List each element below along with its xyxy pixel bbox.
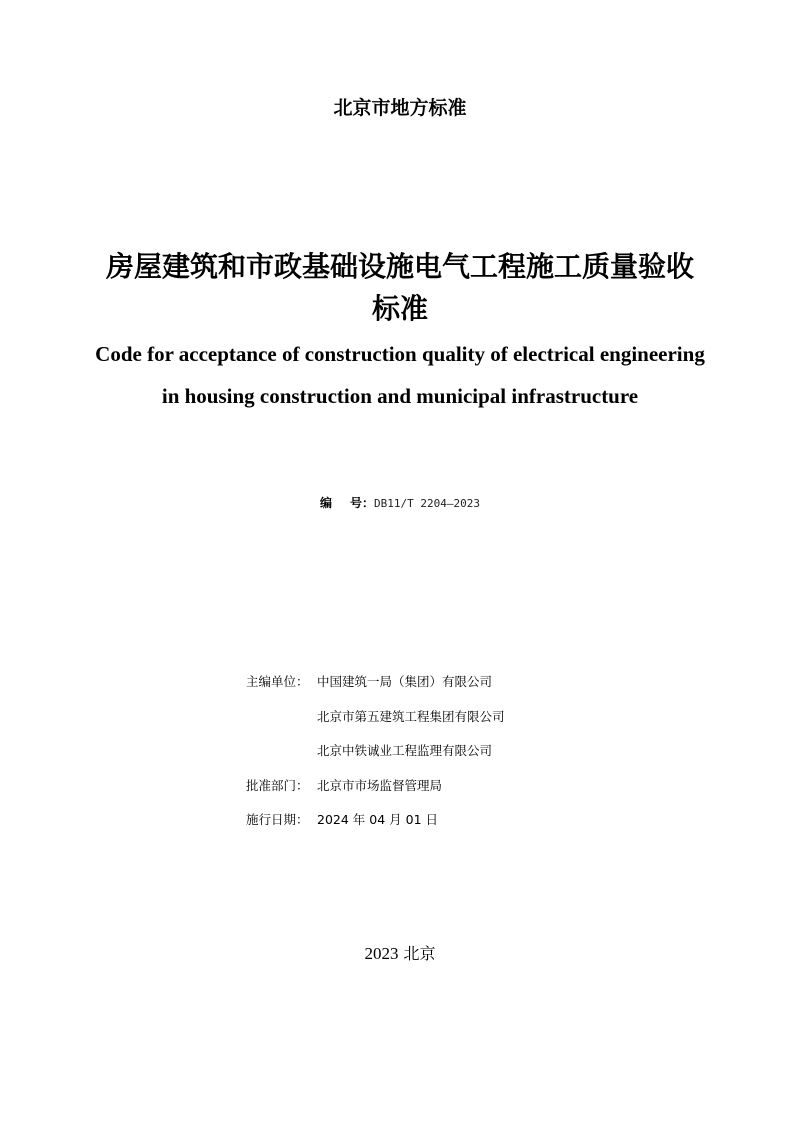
code-label-part-1: 编 [320,496,333,510]
english-title-line-1: Code for acceptance of construction quality of electrical engineering [95,342,705,366]
publication-info [246,665,746,838]
chinese-title [0,246,800,330]
english-title-line-2: in housing construction and municipal infrastructure [161,384,639,408]
standard-code-value: DB11/T 2204—2023 [374,497,480,510]
standard-code-label [320,496,374,510]
publication-year: 2023 [364,944,399,963]
chief-editor-row [246,665,746,700]
approval-row [246,769,746,804]
code-label-part-2: 号： [350,496,375,510]
publication-city: 北京 [403,944,436,963]
approval-value: 北京市市场监督管理局 [317,777,443,793]
effective-date-value: 2024 年 04 月 01 日 [317,812,438,827]
standard-type-heading: 北京市地方标准 [333,97,467,119]
chinese-title-line-2: 标准 [371,292,428,325]
chief-editor-unit-1: 中国建筑一局（集团）有限公司 [317,674,493,689]
english-title [0,333,800,417]
standard-code [0,494,800,513]
effective-date-label: 施行日期： [246,812,309,827]
chief-editor-row-2 [246,700,746,735]
chief-editor-unit-3: 北京中铁诚业工程监理有限公司 [317,743,493,758]
publication-footer [0,942,800,966]
chief-editor-label: 主编单位： [246,674,309,689]
chief-editor-unit-2: 北京市第五建筑工程集团有限公司 [317,708,505,724]
approval-label: 批准部门： [246,777,309,793]
effective-date-row [246,803,746,838]
chinese-title-line-1: 房屋建筑和市政基础设施电气工程施工质量验收 [105,250,694,283]
chief-editor-row-3 [246,734,746,769]
